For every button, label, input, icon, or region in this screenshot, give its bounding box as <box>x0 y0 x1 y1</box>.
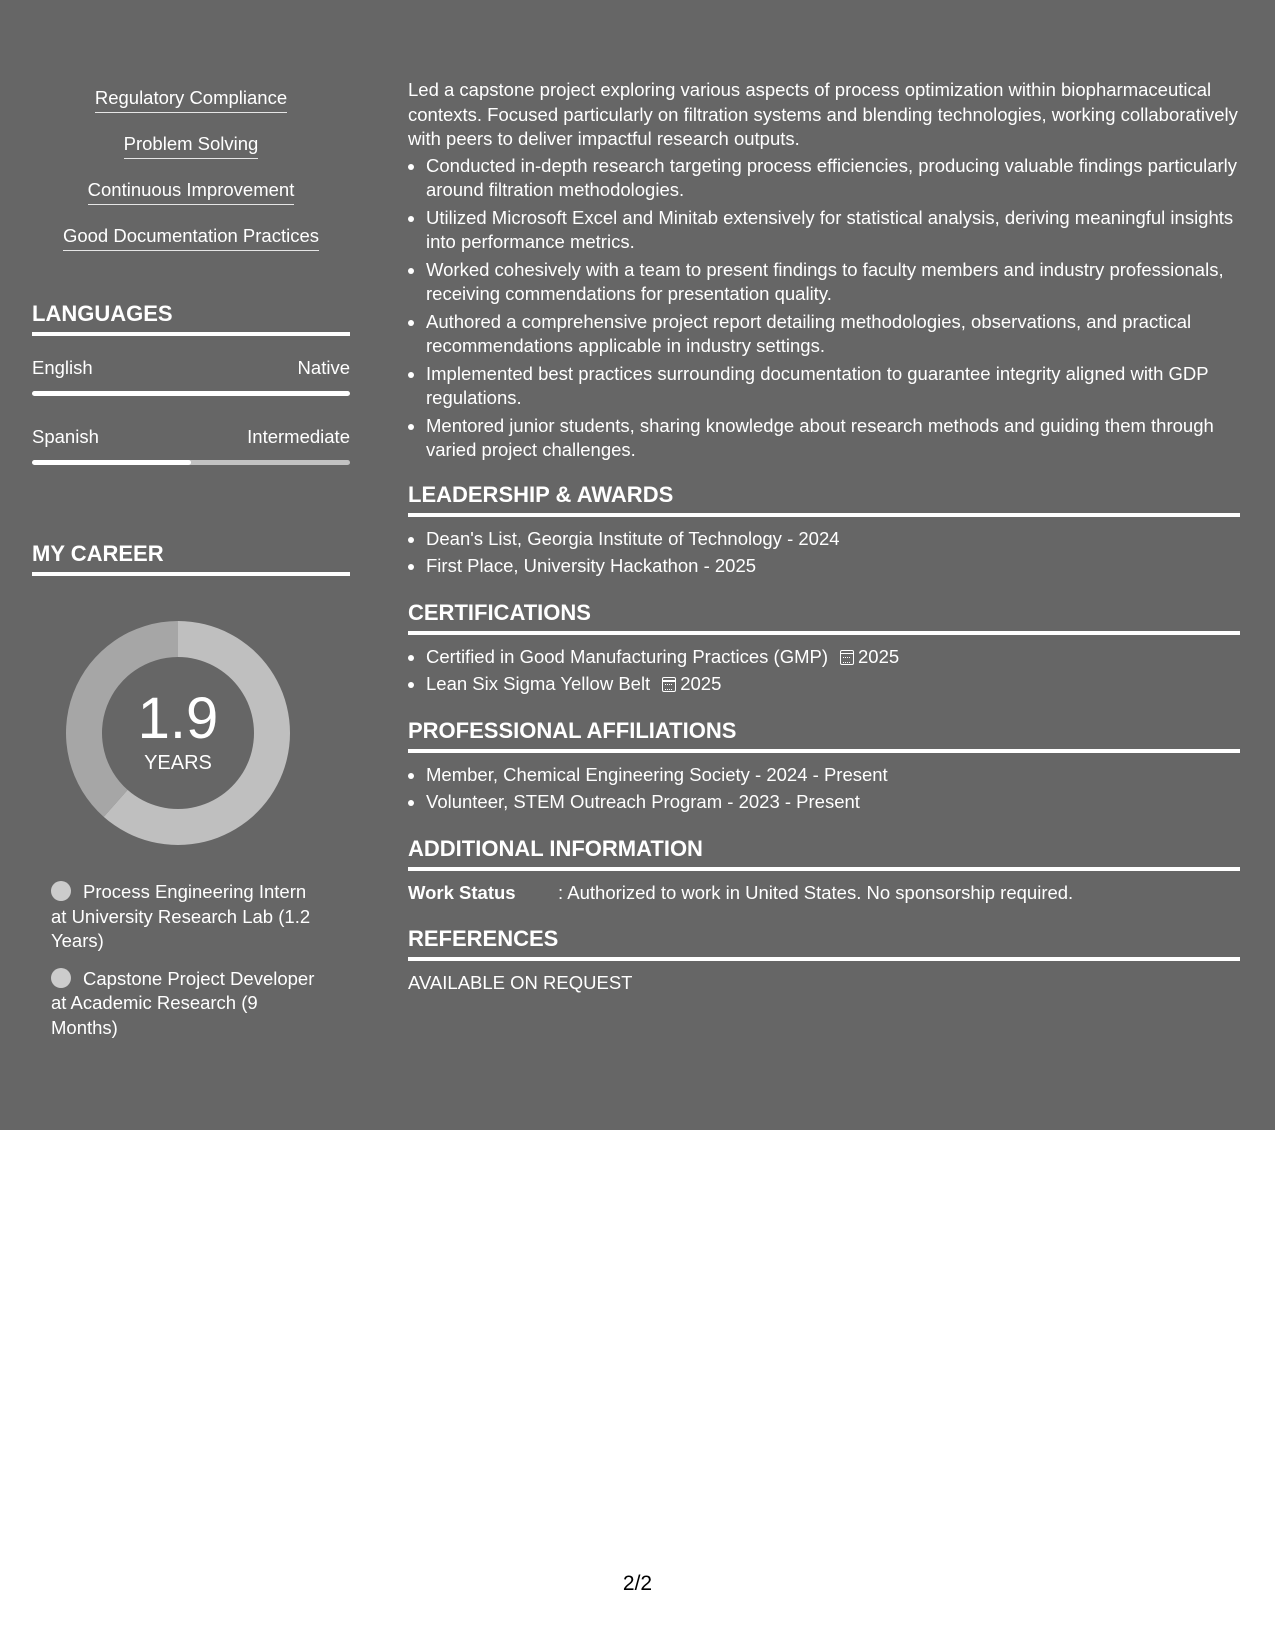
skill-item: Problem Solving <box>124 132 259 159</box>
work-status-row <box>408 881 1240 905</box>
project-bullets <box>408 154 1240 463</box>
skill-item: Continuous Improvement <box>88 178 295 205</box>
certification-year: 2025 <box>858 645 900 667</box>
list-item: • Dean's List, Georgia Institute of Technology - 2024 <box>426 527 1240 552</box>
work-status-key: Work Status <box>408 881 516 903</box>
list-item <box>426 645 1240 670</box>
career-legend <box>51 880 321 1053</box>
career-total: 1.9 <box>137 686 219 751</box>
calendar-icon <box>840 650 854 665</box>
list-item: • Utilized Microsoft Excel and Minitab extensively for statistical analysis, deriving meaningful insights into performance metrics. <box>426 206 1240 255</box>
skill-item: Regulatory Compliance <box>95 86 287 113</box>
career-unit: YEARS <box>144 752 212 774</box>
career-donut-label <box>66 621 290 845</box>
language-bar-fill <box>32 391 350 396</box>
language-bar <box>32 391 350 396</box>
certifications-section <box>408 599 1240 697</box>
references-section <box>408 925 1240 995</box>
list-item: • First Place, University Hackathon - 2025 <box>426 554 1240 579</box>
additional-section <box>408 835 1240 905</box>
list-item: • Authored a comprehensive project report detailing methodologies, observations, and practical recommendations applicable in industry settings. <box>426 310 1240 359</box>
list-item: • Worked cohesively with a team to present findings to faculty members and industry professionals, receiving commendations for presentation quality. <box>426 258 1240 307</box>
certification-name: Lean Six Sigma Yellow Belt <box>426 673 651 694</box>
career-legend-label: Capstone Project Developer at Academic Research (9 Months) <box>51 967 315 1038</box>
career-legend-item <box>51 880 321 954</box>
references-title: REFERENCES <box>408 925 1240 961</box>
languages-title: LANGUAGES <box>32 300 350 336</box>
page-number: 2/2 <box>622 1572 653 1595</box>
career-legend-item <box>51 967 321 1041</box>
list-item: • Implemented best practices surrounding documentation to guarantee integrity aligned with GDP regulations. <box>426 362 1240 411</box>
affiliations-section <box>408 717 1240 815</box>
language-name: Spanish <box>32 426 99 447</box>
affiliations-title: PROFESSIONAL AFFILIATIONS <box>408 717 1240 753</box>
right-column <box>408 78 1240 995</box>
skill-item: Good Documentation Practices <box>63 224 319 251</box>
language-level: Native <box>297 357 350 378</box>
legend-dot-icon <box>51 881 71 901</box>
list-item: • Mentored junior students, sharing knowledge about research methods and guiding them through varied project challenges. <box>426 414 1240 463</box>
skills-list <box>32 86 350 270</box>
language-name: English <box>32 357 93 378</box>
career-title: MY CAREER <box>32 540 350 576</box>
list-item: • Conducted in-depth research targeting process efficiencies, producing valuable findings particularly around filtration methodologies. <box>426 154 1240 203</box>
languages-section <box>32 300 350 465</box>
language-item <box>32 425 350 465</box>
certifications-title: CERTIFICATIONS <box>408 599 1240 635</box>
references-text: AVAILABLE ON REQUEST <box>408 971 633 993</box>
leadership-section <box>408 481 1240 579</box>
project-intro: Led a capstone project exploring various aspects of process optimization within biopharmaceutical contexts. Focused particularly on filtration systems and blending technologies, working collaboratively with peers to deliver impactful research outputs. <box>408 79 1238 149</box>
list-item: • Volunteer, STEM Outreach Program - 2023 - Present <box>426 790 1240 815</box>
leadership-title: LEADERSHIP & AWARDS <box>408 481 1240 517</box>
language-item <box>32 356 350 396</box>
language-bar <box>32 460 350 465</box>
list-item <box>426 672 1240 697</box>
list-item: • Member, Chemical Engineering Society - 2024 - Present <box>426 763 1240 788</box>
certification-name: Certified in Good Manufacturing Practices (GMP) <box>426 645 829 667</box>
legend-dot-icon <box>51 968 71 988</box>
career-section <box>32 540 350 1038</box>
additional-title: ADDITIONAL INFORMATION <box>408 835 1240 871</box>
career-legend-label: Process Engineering Intern at University Research Lab (1.2 Years) <box>51 881 311 951</box>
work-status-value: : Authorized to work in United States. No sponsorship required. <box>558 881 1074 903</box>
certification-year: 2025 <box>680 673 722 694</box>
calendar-icon <box>662 677 676 692</box>
language-level: Intermediate <box>247 426 350 447</box>
language-bar-fill <box>32 460 191 465</box>
